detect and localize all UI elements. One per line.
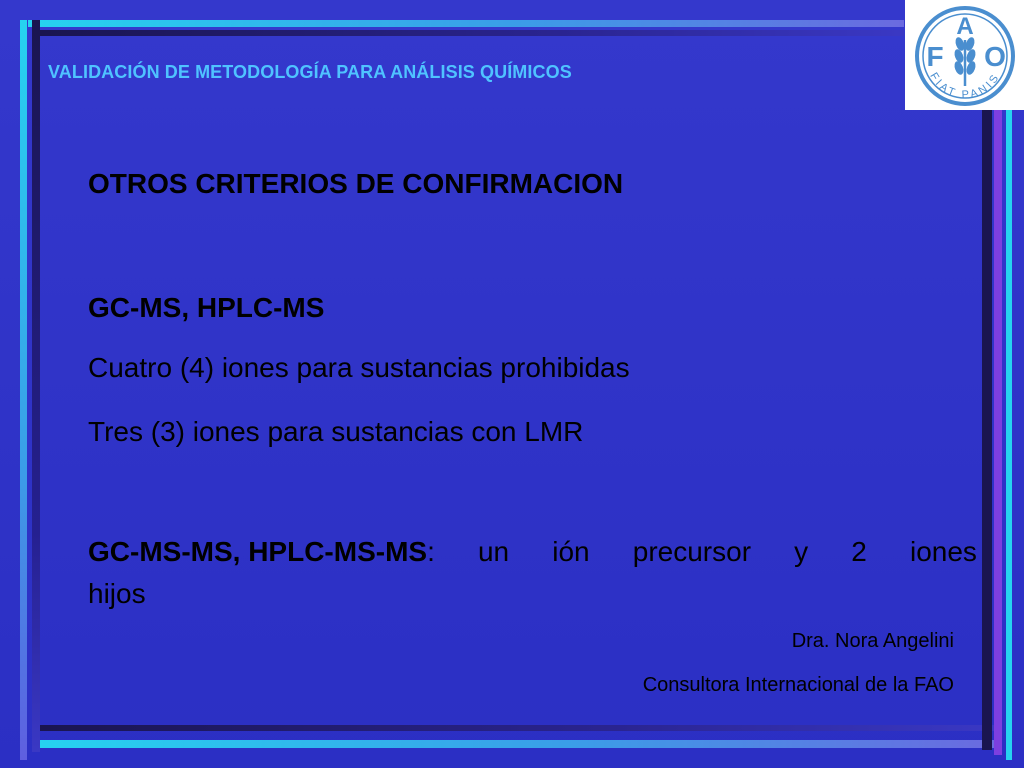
msms-word: un (477, 536, 510, 567)
frame-left-navy-bar (32, 20, 40, 752)
logo-letter-right: O (984, 41, 1006, 72)
logo-letter-top: A (956, 13, 974, 40)
header-title: VALIDACIÓN DE METODOLOGÍA PARA ANÁLISIS QUÍMICOS (48, 62, 572, 82)
msms-criterion-wrap: hijos (88, 578, 146, 609)
frame-left-cyan-bar (20, 20, 27, 760)
msms-word: precursor (632, 536, 752, 567)
section-heading: OTROS CRITERIOS DE CONFIRMACION (88, 168, 624, 199)
frame-top-cyan-bar (28, 20, 904, 27)
technique-subheading: GC-MS, HPLC-MS (88, 292, 325, 323)
frame-top-navy-bar (40, 30, 904, 36)
frame-right-navy-bar (982, 110, 992, 750)
author-role: Consultora Internacional de la FAO (642, 674, 954, 696)
msms-techniques: GC-MS-MS, HPLC-MS-MS (88, 536, 428, 567)
logo-letter-left: F (926, 41, 944, 72)
msms-criterion: GC-MS-MS, HPLC-MS-MS: un ión precursor y 2 iones (88, 536, 977, 567)
msms-word: y (794, 536, 809, 567)
logo-motto: FIAT PANIS (927, 70, 1003, 102)
fao-logo (905, 0, 1024, 110)
frame-right-cyan-bar (1006, 110, 1012, 760)
fao-logo-icon (905, 0, 1024, 110)
criterion-lmr: Tres (3) iones para sustancias con LMR (88, 416, 584, 447)
frame-right-purple-bar (994, 110, 1002, 755)
msms-word: ión (552, 536, 590, 567)
msms-word: 2 (851, 536, 867, 567)
msms-word: iones (909, 536, 977, 567)
author-name: Dra. Nora Angelini (791, 630, 954, 652)
frame-bottom-cyan-bar (40, 740, 996, 748)
criterion-prohibited: Cuatro (4) iones para sustancias prohibidas (88, 352, 630, 383)
frame-bottom-navy-bar (40, 725, 996, 731)
